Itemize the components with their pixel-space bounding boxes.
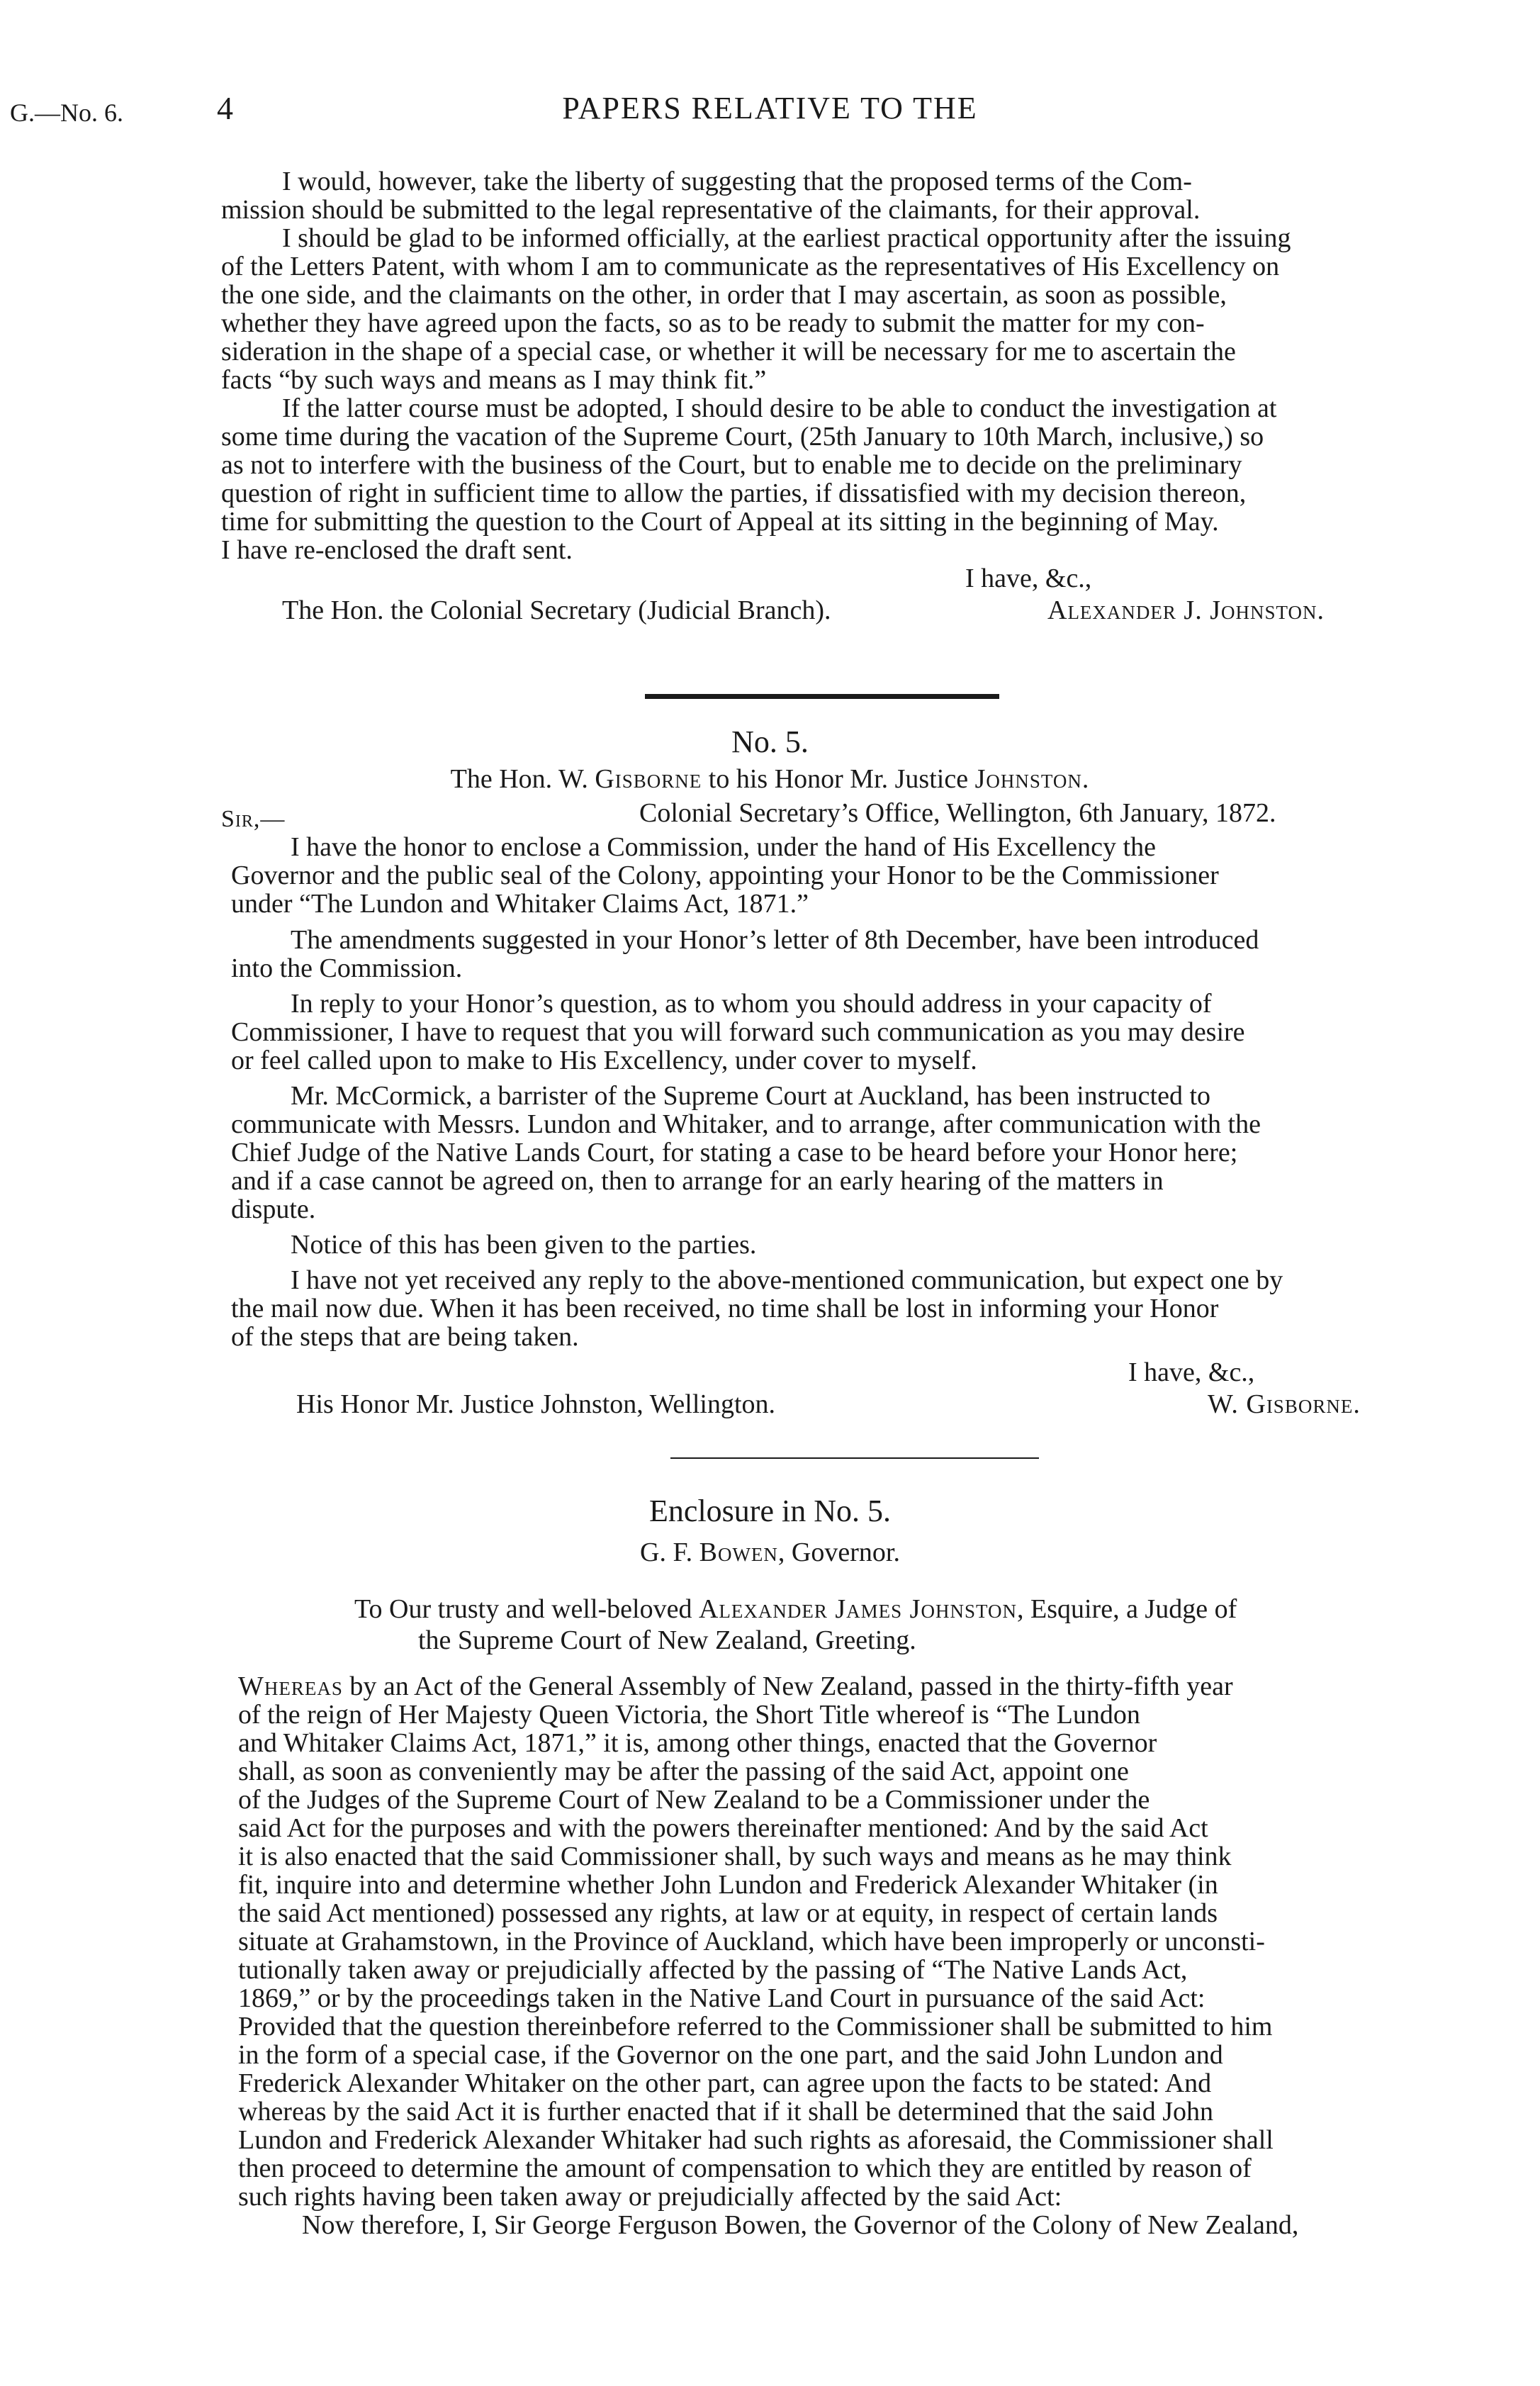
document-reference: G.—No. 6. — [10, 99, 123, 127]
text-line: the said Act mentioned) possessed any rights, at law or at equity, in respect of certain lands — [238, 1898, 1218, 1928]
text-line: the one side, and the claimants on the other, in order that I may ascertain, as soon as possible, — [221, 280, 1227, 310]
text-line: and Whitaker Claims Act, 1871,” it is, among other things, enacted that the Governor — [238, 1728, 1157, 1758]
commissioner-name: Alexander James Johnston — [698, 1594, 1017, 1624]
text-line: Lundon and Frederick Alexander Whitaker had such rights as aforesaid, the Commissioner shall — [238, 2125, 1274, 2155]
addressee: The Hon. the Colonial Secretary (Judicial Branch). — [282, 595, 831, 625]
text-line: tutionally taken away or prejudicially affected by the passing of “The Native Lands Act, — [238, 1955, 1188, 1985]
text-line: of the Letters Patent, with whom I am to communicate as the representatives of His Excellency on — [221, 252, 1280, 281]
text-line: Notice of this has been given to the parties. — [291, 1230, 757, 1260]
letter-subheading — [0, 761, 1540, 797]
closing: I have, &c., — [1128, 1357, 1255, 1387]
text-line: of the Judges of the Supreme Court of New Zealand to be a Commissioner under the — [238, 1785, 1150, 1815]
text-line: into the Commission. — [231, 953, 463, 983]
section-heading: No. 5. — [731, 724, 809, 759]
text-line: Chief Judge of the Native Lands Court, for stating a case to be heard before your Honor here; — [231, 1138, 1238, 1167]
text-line: Governor and the public seal of the Colony, appointing your Honor to be the Commissioner — [231, 861, 1219, 890]
text-line: dispute. — [231, 1194, 316, 1224]
governor-text: G. F. — [640, 1538, 699, 1567]
address-text: To Our trusty and well-beloved — [354, 1594, 699, 1624]
text-line: in the form of a special case, if the Governor on the one part, and the said John Lundon and — [238, 2040, 1223, 2070]
text-line: sideration in the shape of a special case, or whether it will be necessary for me to ascertain the — [221, 337, 1236, 366]
text-line: I should be glad to be informed officially, at the earliest practical opportunity after the issuing — [282, 223, 1291, 253]
text-line: Frederick Alexander Whitaker on the other part, can agree upon the facts to be stated: And — [238, 2068, 1212, 2098]
subheading-text: to his Honor Mr. Justice — [702, 764, 975, 794]
subheading-text: The Hon. W. — [450, 764, 595, 794]
text-line: some time during the vacation of the Supreme Court, (25th January to 10th March, inclusive,) so — [221, 422, 1264, 452]
text-line: then proceed to determine the amount of compensation to which they are entitled by reason of — [238, 2153, 1252, 2183]
text-line: time for submitting the question to the Court of Appeal at its sitting in the beginning of May. — [221, 507, 1219, 537]
text-line: question of right in sufficient time to allow the parties, if dissatisfied with my decision thereon, — [221, 478, 1247, 508]
text-line: whether they have agreed upon the facts, so as to be ready to submit the matter for my con- — [221, 308, 1205, 338]
text-line: it is also enacted that the said Commissioner shall, by such ways and means as he may think — [238, 1842, 1232, 1871]
text-line: I would, however, take the liberty of suggesting that the proposed terms of the Com- — [282, 167, 1192, 196]
text-line: communicate with Messrs. Lundon and Whitaker, and to arrange, after communication with the — [231, 1109, 1261, 1139]
text-line: whereas by the said Act it is further enacted that if it shall be determined that the said John — [238, 2097, 1214, 2127]
addressee: His Honor Mr. Justice Johnston, Wellington. — [296, 1389, 776, 1419]
text-line: Now therefore, I, Sir George Ferguson Bowen, the Governor of the Colony of New Zealand, — [302, 2210, 1299, 2240]
address-text: , Esquire, a Judge of — [1016, 1594, 1237, 1624]
text-span: by an Act of the General Assembly of New Zealand, passed in the thirty-fifth year — [342, 1671, 1233, 1701]
recipient-name: Johnston. — [974, 764, 1090, 794]
text-line: under “The Lundon and Whitaker Claims Act, 1871.” — [231, 889, 809, 919]
text-line: said Act for the purposes and with the powers thereinafter mentioned: And by the said Act — [238, 1813, 1208, 1843]
text-line: Mr. McCormick, a barrister of the Supreme Court at Auckland, has been instructed to — [291, 1081, 1211, 1111]
text-line: If the latter course must be adopted, I should desire to be able to conduct the investigation at — [282, 393, 1277, 423]
signature: W. Gisborne. — [1208, 1389, 1361, 1419]
text-line: and if a case cannot be agreed on, then to arrange for an early hearing of the matters in — [231, 1166, 1164, 1196]
text-line: fit, inquire into and determine whether John Lundon and Frederick Alexander Whitaker (in — [238, 1870, 1218, 1900]
text-line: I have re-enclosed the draft sent. — [221, 535, 573, 565]
text-line: The amendments suggested in your Honor’s letter of 8th December, have been introduced — [291, 925, 1259, 955]
text-line: situate at Grahamstown, in the Province of Auckland, which have been improperly or unconsti- — [238, 1927, 1265, 1956]
running-title: PAPERS RELATIVE TO THE — [562, 91, 978, 125]
section-divider — [670, 1457, 1039, 1459]
text-line: shall, as soon as conveniently may be after the passing of the said Act, appoint one — [238, 1757, 1129, 1786]
text-line: 1869,” or by the proceedings taken in the Native Land Court in pursuance of the said Act: — [238, 1983, 1205, 2013]
text-line: I have the honor to enclose a Commission, under the hand of His Excellency the — [291, 832, 1156, 862]
text-line: mission should be submitted to the legal representative of the claimants, for their approval. — [221, 195, 1201, 225]
page-number: 4 — [217, 90, 233, 126]
whereas-word: Whereas — [238, 1671, 343, 1701]
text-line: as not to interfere with the business of the Court, but to enable me to decide on the preliminary — [221, 450, 1242, 480]
signature: Alexander J. Johnston. — [1047, 595, 1325, 625]
closing: I have, &c., — [965, 564, 1092, 593]
text-line: such rights having been taken away or prejudicially affected by the said Act: — [238, 2182, 1062, 2212]
text-line: Provided that the question thereinbefore referred to the Commissioner shall be submitted to him — [238, 2012, 1273, 2041]
governor-name: Bowen — [699, 1538, 778, 1567]
dateline: Colonial Secretary’s Office, Wellington, 6th January, 1872. — [639, 798, 1276, 828]
text-line: of the reign of Her Majesty Queen Victoria, the Short Title whereof is “The Lundon — [238, 1700, 1140, 1730]
text-line: of the steps that are being taken. — [231, 1322, 579, 1352]
governor-text: , Governor. — [777, 1538, 900, 1567]
text-line: facts “by such ways and means as I may think fit.” — [221, 365, 767, 395]
text-line: I have not yet received any reply to the above-mentioned communication, but expect one by — [291, 1265, 1283, 1295]
salutation: Sir,— — [221, 806, 286, 832]
text-line: the mail now due. When it has been received, no time shall be lost in informing your Honor — [231, 1294, 1219, 1323]
text-line: In reply to your Honor’s question, as to whom you should address in your capacity of — [291, 989, 1212, 1019]
enclosure-heading: Enclosure in No. 5. — [649, 1494, 891, 1528]
text-line: or feel called upon to make to His Excellency, under cover to myself. — [231, 1046, 977, 1075]
governor-line — [0, 1535, 1540, 1570]
text-line: Commissioner, I have to request that you will forward such communication as you may desire — [231, 1017, 1245, 1047]
sender-name: Gisborne — [595, 764, 702, 794]
address-line — [354, 1591, 1237, 1627]
address-line: the Supreme Court of New Zealand, Greeting. — [418, 1625, 916, 1655]
section-divider — [645, 694, 999, 699]
